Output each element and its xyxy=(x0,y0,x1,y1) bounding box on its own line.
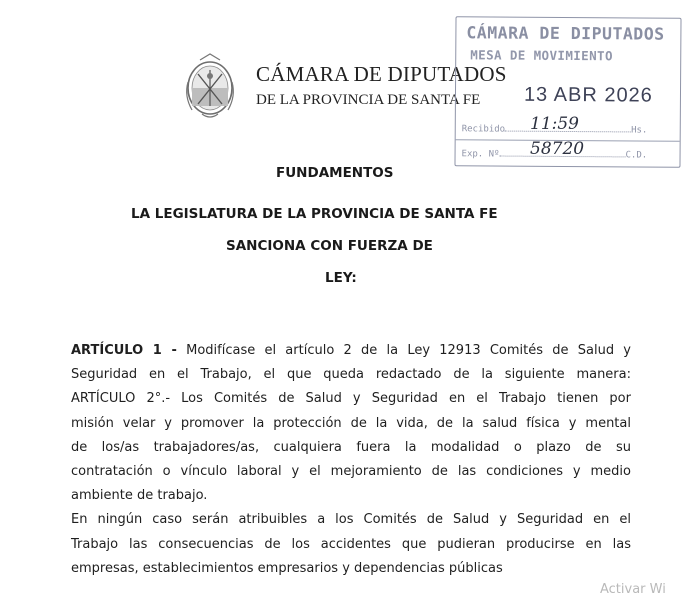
article-line: En ningún caso serán atribuibles a los Comités de Salud y Seguridad en el xyxy=(71,512,631,528)
stamp-received-label: Recibido xyxy=(461,124,506,135)
heading-legislatura: LA LEGISLATURA DE LA PROVINCIA DE SANTA FE xyxy=(131,206,498,222)
activation-watermark: Activar Wi xyxy=(600,582,666,596)
article-line: Trabajo las consecuencias de los accidentes que pudieran producirse en las xyxy=(71,536,631,552)
stamp-exp-label: Exp. Nº xyxy=(461,149,500,160)
stamp-date: 13 ABR 2026 xyxy=(523,83,653,107)
article-line: Seguridad en el Trabajo, el que queda redactado de la siguiente manera: xyxy=(71,367,631,383)
article-body xyxy=(71,339,631,581)
article-line: de los/as trabajadores/as, cualquiera fuera la modalidad o plazo de su xyxy=(71,439,631,455)
heading-fundamentos: FUNDAMENTOS xyxy=(276,165,394,181)
article-line: ambiente de trabajo. xyxy=(71,488,208,504)
article-line: contratación o vínculo laboral y el mejoramiento de las condiciones y medio xyxy=(71,464,631,480)
article-line: empresas, establecimientos empresarios y dependencias públicas xyxy=(71,560,503,576)
article-line: ARTÍCULO 1 - Modifícase el artículo 2 de la Ley 12913 Comités de Salud y xyxy=(71,343,631,358)
article-line: ARTÍCULO 2°.- Los Comités de Salud y Seguridad en el Trabajo tienen por xyxy=(71,391,631,407)
stamp-title: CÁMARA DE DIPUTADOS xyxy=(466,23,665,44)
stamp-exp-unit: C.D. xyxy=(625,150,648,161)
chamber-province: DE LA PROVINCIA DE SANTA FE xyxy=(256,92,481,108)
article-line: misión velar y promover la protección de la vida, de la salud física y mental xyxy=(71,415,631,431)
stamp-subtitle: MESA DE MOVIMIENTO xyxy=(470,47,613,64)
chamber-name: CÁMARA DE DIPUTADOS xyxy=(256,62,507,86)
provincial-seal-icon xyxy=(178,52,242,122)
heading-sanciona: SANCIONA CON FUERZA DE xyxy=(226,238,433,254)
handwritten-received-time: 11:59 xyxy=(530,114,579,134)
handwritten-exp-number: 58720 xyxy=(530,139,585,159)
article-label: ARTÍCULO 1 - xyxy=(71,343,177,358)
heading-ley: LEY: xyxy=(325,270,357,286)
stamp-received-unit: Hs. xyxy=(631,125,648,136)
